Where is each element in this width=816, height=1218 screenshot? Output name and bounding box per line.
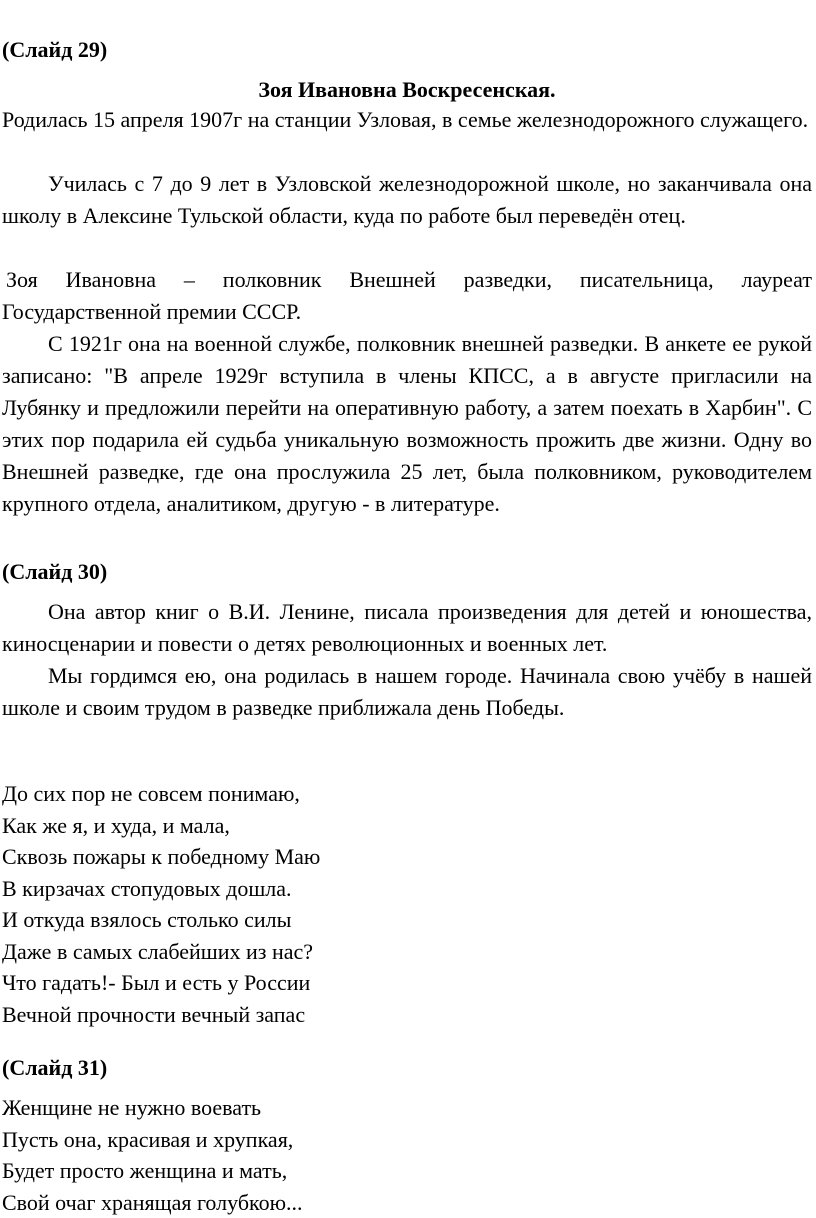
poem-woman: [2, 1092, 812, 1218]
poem-line: В кирзачах стопудовых дошла.: [2, 873, 812, 905]
poem-line: Пусть она, красивая и хрупкая,: [2, 1124, 812, 1156]
paragraph-birth: Родилась 15 апреля 1907г на станции Узловая, в семье железнодорожного служащего.: [2, 104, 812, 136]
poem-line: И откуда взялось столько силы: [2, 904, 812, 936]
poem-victory: [2, 778, 812, 1030]
paragraph-author: Она автор книг о В.И. Ленине, писала произведения для детей и юношества, киносценарии и повести о детях революционных и военных лет.: [2, 596, 812, 660]
paragraph-career: Зоя Ивановна – полковник Внешней разведки, писательница, лауреат Государственной премии СССР.: [2, 264, 812, 328]
poem-line: Сквозь пожары к победному Маю: [2, 841, 812, 873]
paragraph-pride: Мы гордимся ею, она родилась в нашем городе. Начинала свою учёбу в нашей школе и своим трудом в разведке приближала день Победы.: [2, 660, 812, 724]
paragraph-school: Училась с 7 до 9 лет в Узловской железнодорожной школе, но заканчивала она школу в Алексине Тульской области, куда по работе был переведён отец.: [2, 168, 812, 232]
poem-line: Женщине не нужно воевать: [2, 1092, 812, 1124]
poem-line: Как же я, и худа, и мала,: [2, 810, 812, 842]
poem-line: Вечной прочности вечный запас: [2, 999, 812, 1031]
paragraph-service: С 1921г она на военной службе, полковник внешней разведки. В анкете ее рукой записано: "В апреле 1929г вступила в члены КПСС, а в августе пригласили на Лубянку и предложили перейти на оперативную работу, а затем поехать в Харбин". С этих пор подарила ей судьба уникальную возможность прожить две жизни. Одну во Внешней разведке, где она прослужила 25 лет, была полковником, руководителем крупного отдела, аналитиком, другую - в литературе.: [2, 328, 812, 520]
slide-29-label: (Слайд 29): [2, 34, 812, 66]
poem-line: Свой очаг хранящая голубкою...: [2, 1187, 812, 1218]
slide-31-label: (Слайд 31): [2, 1052, 812, 1084]
poem-line: До сих пор не совсем понимаю,: [2, 778, 812, 810]
poem-line: Даже в самых слабейших из нас?: [2, 936, 812, 968]
document-title: Зоя Ивановна Воскресенская.: [2, 74, 812, 106]
slide-30-label: (Слайд 30): [2, 556, 812, 588]
poem-line: Будет просто женщина и мать,: [2, 1155, 812, 1187]
poem-line: Что гадать!- Был и есть у России: [2, 967, 812, 999]
